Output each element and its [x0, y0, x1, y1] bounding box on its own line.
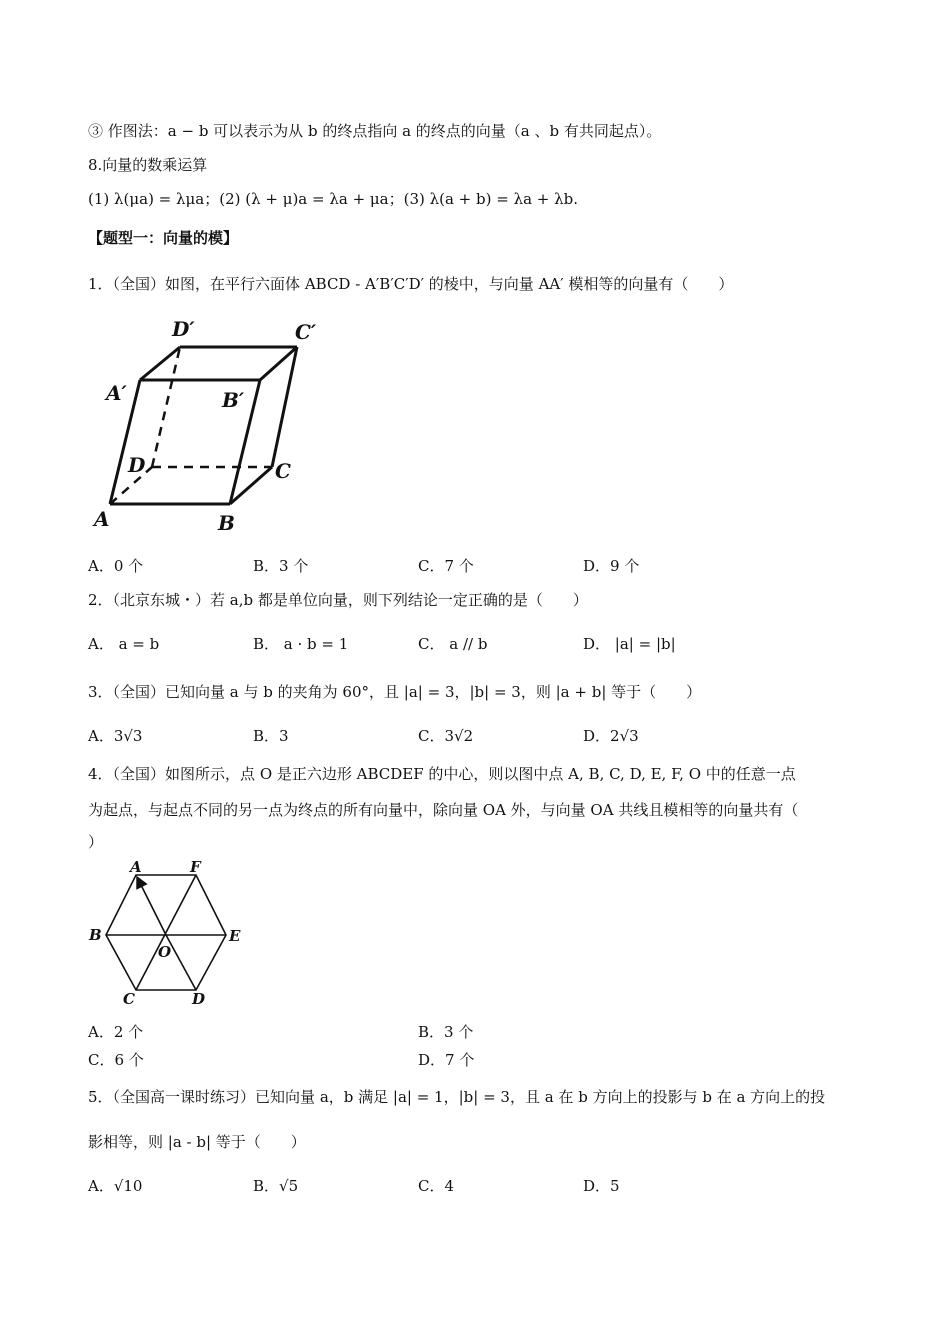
- hexagon-figure: [86, 860, 251, 1010]
- label-a: A: [94, 507, 110, 531]
- label-c: C: [123, 990, 135, 1008]
- question-4-line2: 为起点，与起点不同的另一点为终点的所有向量中，除向量 OA 外，与向量 OA 共线且模相等的向量共有（: [88, 801, 799, 819]
- label-b: B: [218, 511, 235, 535]
- label-c1: C′: [295, 320, 317, 344]
- q3-option-a[interactable]: A．3√3: [88, 727, 143, 745]
- label-o: O: [158, 943, 172, 961]
- label-c: C: [275, 459, 291, 483]
- scalar-laws: (1) λ(μa) = λμa；(2) (λ + μ)a = λa + μa；(3) λ(a + b) = λa + λb.: [88, 190, 579, 208]
- q1-option-b[interactable]: B．3 个: [253, 557, 309, 575]
- q1-option-d[interactable]: D．9 个: [583, 557, 640, 575]
- q2-option-a[interactable]: A． a = b: [88, 635, 160, 653]
- label-b: B: [89, 926, 102, 944]
- edge-a1d1: [140, 347, 180, 380]
- q5-option-c[interactable]: C．4: [418, 1177, 455, 1195]
- q5-option-b[interactable]: B．√5: [253, 1177, 299, 1195]
- label-a: A: [130, 860, 142, 876]
- q4-option-d[interactable]: D．7 个: [418, 1051, 475, 1069]
- q1-option-c[interactable]: C．7 个: [418, 557, 474, 575]
- q4-option-a[interactable]: A．2 个: [88, 1023, 144, 1041]
- q2-option-b[interactable]: B． a · b = 1: [253, 635, 349, 653]
- label-e: E: [229, 927, 241, 945]
- label-f: F: [190, 860, 201, 876]
- question-2: 2．（北京东城・）若 a,b 都是单位向量，则下列结论一定正确的是（ ）: [88, 591, 588, 609]
- label-a1: A′: [106, 381, 127, 405]
- q5-option-a[interactable]: A．√10: [88, 1177, 143, 1195]
- q4-option-b[interactable]: B．3 个: [418, 1023, 474, 1041]
- q4-option-c[interactable]: C．6 个: [88, 1051, 144, 1069]
- question-3: 3．（全国）已知向量 a 与 b 的夹角为 60°，且 |a| = 3，|b| = 3，则 |a + b| 等于（ ）: [88, 683, 702, 701]
- question-4-line1: 4．（全国）如图所示，点 O 是正六边形 ABCDEF 的中心，则以图中点 A, B, C, D, E, F, O 中的任意一点: [88, 765, 796, 783]
- section-scalar-multiplication: 8.向量的数乘运算: [88, 156, 208, 174]
- question-5-line1: 5．（全国高一课时练习）已知向量 a，b 满足 |a| = 1，|b| = 3，且 a 在 b 方向上的投影与 b 在 a 方向上的投: [88, 1088, 826, 1106]
- q3-option-d[interactable]: D．2√3: [583, 727, 639, 745]
- label-d: D: [192, 990, 206, 1008]
- question-1: 1．（全国）如图，在平行六面体 ABCD - A′B′C′D′ 的棱中，与向量 AA′ 模相等的向量有（ ）: [88, 275, 734, 293]
- question-4-line3: ）: [88, 833, 104, 851]
- label-d: D: [128, 453, 146, 477]
- q1-option-a[interactable]: A．0 个: [88, 557, 144, 575]
- line-subtraction-rule: ③ 作图法：a − b 可以表示为从 b 的终点指向 a 的终点的向量（a 、b 有共同起点）。: [88, 122, 662, 140]
- q2-option-d[interactable]: D． |a| = |b|: [583, 635, 676, 653]
- question-5-line2: 影相等，则 |a - b| 等于（ ）: [88, 1133, 306, 1151]
- q2-option-c[interactable]: C． a // b: [418, 635, 488, 653]
- parallelepiped-figure: [92, 312, 332, 537]
- q5-option-d[interactable]: D．5: [583, 1177, 620, 1195]
- q3-option-b[interactable]: B．3: [253, 727, 289, 745]
- label-d1: D′: [172, 317, 195, 341]
- q3-option-c[interactable]: C．3√2: [418, 727, 474, 745]
- label-b1: B′: [222, 388, 245, 412]
- topic-heading: 【题型一：向量的模】: [88, 229, 239, 247]
- vector-oa: [137, 877, 166, 935]
